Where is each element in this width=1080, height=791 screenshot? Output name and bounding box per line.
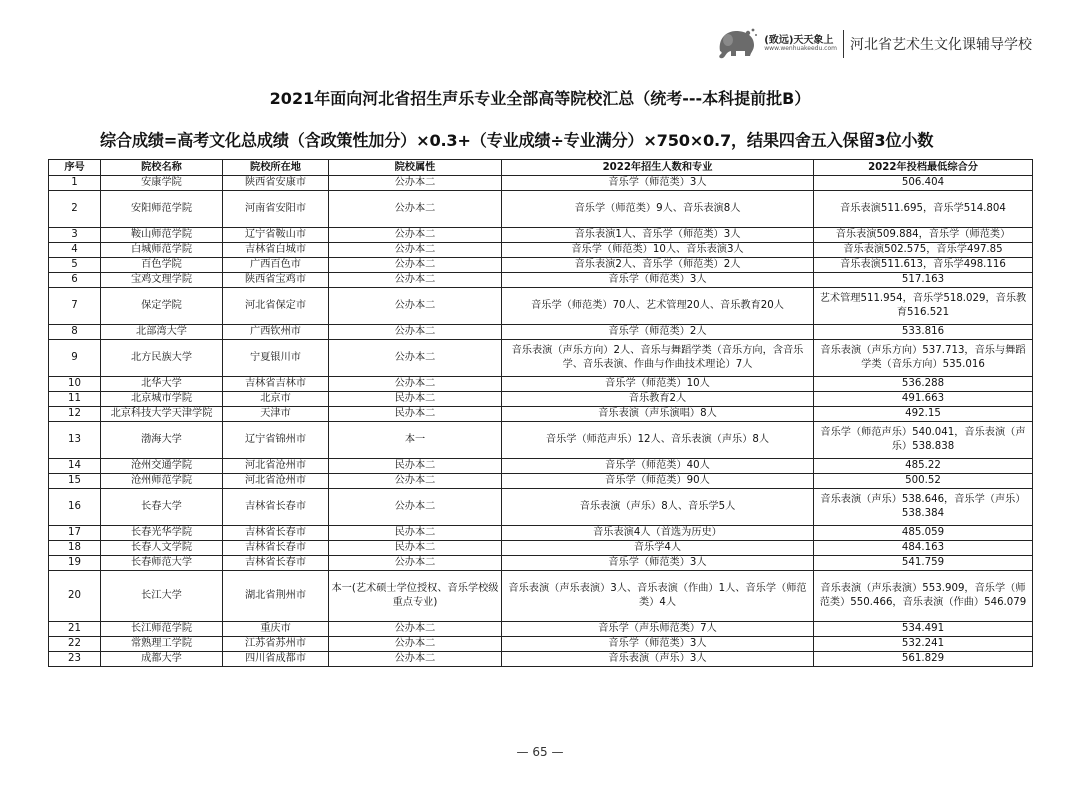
table-row (49, 258, 1033, 273)
college-attribute-cell: 公办本二 (329, 325, 502, 340)
row-no-cell: 14 (49, 459, 101, 474)
college-attribute-cell: 民办本二 (329, 526, 502, 541)
college-attribute-cell: 民办本二 (329, 392, 502, 407)
table-row (49, 273, 1033, 288)
row-no-cell: 22 (49, 637, 101, 652)
min-score-cell: 541.759 (814, 556, 1033, 571)
college-location-cell: 湖北省荆州市 (223, 571, 329, 622)
college-name-cell: 安康学院 (101, 176, 223, 191)
college-name-cell: 北京科技大学天津学院 (101, 407, 223, 422)
college-attribute-cell: 公办本二 (329, 340, 502, 377)
table-body (49, 176, 1033, 667)
table-row (49, 191, 1033, 228)
enrollment-plan-cell: 音乐学4人 (502, 541, 814, 556)
college-name-cell: 保定学院 (101, 288, 223, 325)
table-row (49, 228, 1033, 243)
row-no-cell: 4 (49, 243, 101, 258)
row-no-cell: 2 (49, 191, 101, 228)
min-score-cell: 音乐表演509.884，音乐学（师范类） (814, 228, 1033, 243)
min-score-cell: 506.404 (814, 176, 1033, 191)
enrollment-plan-cell: 音乐表演（声乐表演）3人、音乐表演（作曲）1人、音乐学（师范类）4人 (502, 571, 814, 622)
table-row (49, 407, 1033, 422)
table-row (49, 377, 1033, 392)
college-attribute-cell: 公办本二 (329, 288, 502, 325)
min-score-cell: 音乐表演（声乐）538.646，音乐学（声乐）538.384 (814, 489, 1033, 526)
enrollment-plan-cell: 音乐学（声乐师范类）7人 (502, 622, 814, 637)
row-no-cell: 10 (49, 377, 101, 392)
college-attribute-cell: 公办本二 (329, 377, 502, 392)
row-no-cell: 20 (49, 571, 101, 622)
enrollment-plan-cell: 音乐学（师范类）40人 (502, 459, 814, 474)
header-cell-plan: 2022年招生人数和专业 (502, 160, 814, 176)
table-row (49, 474, 1033, 489)
min-score-cell: 491.663 (814, 392, 1033, 407)
college-name-cell: 安阳师范学院 (101, 191, 223, 228)
college-location-cell: 天津市 (223, 407, 329, 422)
college-attribute-cell: 公办本二 (329, 228, 502, 243)
page-title: 2021年面向河北省招生声乐专业全部高等院校汇总（统考---本科提前批B） (269, 89, 811, 108)
table-row (49, 288, 1033, 325)
enrollment-plan-cell: 音乐学（师范类）10人 (502, 377, 814, 392)
score-formula: 综合成绩=高考文化总成绩（含政策性加分）×0.3+（专业成绩÷专业满分）×750×0.7，结果四舍五入保留3位小数 (100, 131, 934, 150)
college-location-cell: 吉林省吉林市 (223, 377, 329, 392)
college-attribute-cell: 公办本二 (329, 622, 502, 637)
college-name-cell: 长春大学 (101, 489, 223, 526)
table-row (49, 526, 1033, 541)
college-name-cell: 长江大学 (101, 571, 223, 622)
college-location-cell: 陕西省宝鸡市 (223, 273, 329, 288)
college-location-cell: 广西百色市 (223, 258, 329, 273)
row-no-cell: 19 (49, 556, 101, 571)
min-score-cell: 音乐表演（声乐方向）537.713，音乐与舞蹈学类（音乐方向）535.016 (814, 340, 1033, 377)
college-attribute-cell: 本一 (329, 422, 502, 459)
college-attribute-cell: 公办本二 (329, 474, 502, 489)
table-row (49, 176, 1033, 191)
logo-main-text: (致远)天天象上 (764, 34, 834, 46)
college-name-cell: 长江师范学院 (101, 622, 223, 637)
college-location-cell: 河北省沧州市 (223, 459, 329, 474)
college-location-cell: 吉林省长春市 (223, 526, 329, 541)
table-header-row (49, 160, 1033, 176)
enrollment-plan-cell: 音乐学（师范类）70人、艺术管理20人、音乐教育20人 (502, 288, 814, 325)
table-row (49, 392, 1033, 407)
elephant-logo-icon (714, 25, 760, 63)
row-no-cell: 12 (49, 407, 101, 422)
row-no-cell: 13 (49, 422, 101, 459)
college-name-cell: 成都大学 (101, 652, 223, 667)
min-score-cell: 484.163 (814, 541, 1033, 556)
college-attribute-cell: 公办本二 (329, 652, 502, 667)
enrollment-plan-cell: 音乐学（师范类）9人、音乐表演8人 (502, 191, 814, 228)
min-score-cell: 音乐表演（声乐表演）553.909，音乐学（师范类）550.466，音乐表演（作曲）546.079 (814, 571, 1033, 622)
enrollment-plan-cell: 音乐学（师范类）3人 (502, 273, 814, 288)
college-attribute-cell: 公办本二 (329, 637, 502, 652)
row-no-cell: 7 (49, 288, 101, 325)
min-score-cell: 532.241 (814, 637, 1033, 652)
table-row (49, 422, 1033, 459)
min-score-cell: 492.15 (814, 407, 1033, 422)
min-score-cell: 音乐表演511.695，音乐学514.804 (814, 191, 1033, 228)
college-name-cell: 沧州交通学院 (101, 459, 223, 474)
college-location-cell: 河南省安阳市 (223, 191, 329, 228)
college-location-cell: 江苏省苏州市 (223, 637, 329, 652)
college-name-cell: 北京城市学院 (101, 392, 223, 407)
header-brand (714, 22, 1032, 66)
table-row (49, 489, 1033, 526)
college-name-cell: 北方民族大学 (101, 340, 223, 377)
min-score-cell: 485.22 (814, 459, 1033, 474)
colleges-table-wrap (48, 159, 1032, 667)
college-location-cell: 北京市 (223, 392, 329, 407)
college-name-cell: 长春师范大学 (101, 556, 223, 571)
row-no-cell: 9 (49, 340, 101, 377)
row-no-cell: 18 (49, 541, 101, 556)
header-cell-location: 院校所在地 (223, 160, 329, 176)
table-row (49, 340, 1033, 377)
brand-divider (843, 30, 844, 58)
college-attribute-cell: 民办本二 (329, 459, 502, 474)
college-attribute-cell: 民办本二 (329, 407, 502, 422)
enrollment-plan-cell: 音乐表演（声乐）8人、音乐学5人 (502, 489, 814, 526)
min-score-cell: 533.816 (814, 325, 1033, 340)
enrollment-plan-cell: 音乐学（师范类）2人 (502, 325, 814, 340)
college-attribute-cell: 本一(艺术硕士学位授权、音乐学校级重点专业) (329, 571, 502, 622)
min-score-cell: 音乐表演502.575，音乐学497.85 (814, 243, 1033, 258)
college-attribute-cell: 公办本二 (329, 556, 502, 571)
enrollment-plan-cell: 音乐表演（声乐演唱）8人 (502, 407, 814, 422)
college-location-cell: 四川省成都市 (223, 652, 329, 667)
row-no-cell: 21 (49, 622, 101, 637)
college-attribute-cell: 民办本二 (329, 541, 502, 556)
enrollment-plan-cell: 音乐学（师范类）3人 (502, 176, 814, 191)
min-score-cell: 534.491 (814, 622, 1033, 637)
table-row (49, 571, 1033, 622)
college-location-cell: 陕西省安康市 (223, 176, 329, 191)
enrollment-plan-cell: 音乐表演1人、音乐学（师范类）3人 (502, 228, 814, 243)
table-row (49, 637, 1033, 652)
college-attribute-cell: 公办本二 (329, 176, 502, 191)
header-cell-name: 院校名称 (101, 160, 223, 176)
row-no-cell: 15 (49, 474, 101, 489)
college-name-cell: 北部湾大学 (101, 325, 223, 340)
row-no-cell: 5 (49, 258, 101, 273)
college-attribute-cell: 公办本二 (329, 258, 502, 273)
college-location-cell: 吉林省长春市 (223, 489, 329, 526)
college-name-cell: 白城师范学院 (101, 243, 223, 258)
table-row (49, 622, 1033, 637)
min-score-cell: 485.059 (814, 526, 1033, 541)
table-row (49, 459, 1033, 474)
row-no-cell: 8 (49, 325, 101, 340)
header-cell-score: 2022年投档最低综合分 (814, 160, 1033, 176)
school-logo (714, 25, 837, 63)
row-no-cell: 6 (49, 273, 101, 288)
enrollment-plan-cell: 音乐学（师范类）3人 (502, 556, 814, 571)
college-name-cell: 宝鸡文理学院 (101, 273, 223, 288)
college-attribute-cell: 公办本二 (329, 273, 502, 288)
enrollment-plan-cell: 音乐学（师范类）10人、音乐表演3人 (502, 243, 814, 258)
college-name-cell: 北华大学 (101, 377, 223, 392)
college-location-cell: 广西钦州市 (223, 325, 329, 340)
college-attribute-cell: 公办本二 (329, 489, 502, 526)
enrollment-plan-cell: 音乐表演2人、音乐学（师范类）2人 (502, 258, 814, 273)
page-number: — 65 — (516, 745, 564, 759)
min-score-cell: 音乐学（师范声乐）540.041，音乐表演（声乐）538.838 (814, 422, 1033, 459)
college-location-cell: 辽宁省锦州市 (223, 422, 329, 459)
enrollment-plan-cell: 音乐学（师范类）3人 (502, 637, 814, 652)
row-no-cell: 11 (49, 392, 101, 407)
row-no-cell: 16 (49, 489, 101, 526)
min-score-cell: 517.163 (814, 273, 1033, 288)
enrollment-plan-cell: 音乐表演4人（首选为历史） (502, 526, 814, 541)
min-score-cell: 536.288 (814, 377, 1033, 392)
min-score-cell: 艺术管理511.954，音乐学518.029，音乐教育516.521 (814, 288, 1033, 325)
college-location-cell: 吉林省白城市 (223, 243, 329, 258)
table-row (49, 556, 1033, 571)
table-row (49, 652, 1033, 667)
enrollment-plan-cell: 音乐学（师范声乐）12人、音乐表演（声乐）8人 (502, 422, 814, 459)
row-no-cell: 3 (49, 228, 101, 243)
header-cell-attribute: 院校属性 (329, 160, 502, 176)
college-name-cell: 长春光华学院 (101, 526, 223, 541)
enrollment-plan-cell: 音乐教育2人 (502, 392, 814, 407)
enrollment-plan-cell: 音乐表演（声乐方向）2人、音乐与舞蹈学类（音乐方向，含音乐学、音乐表演、作曲与作曲技术理论）7人 (502, 340, 814, 377)
enrollment-plan-cell: 音乐学（师范类）90人 (502, 474, 814, 489)
college-location-cell: 辽宁省鞍山市 (223, 228, 329, 243)
college-location-cell: 河北省沧州市 (223, 474, 329, 489)
college-location-cell: 吉林省长春市 (223, 541, 329, 556)
college-name-cell: 百色学院 (101, 258, 223, 273)
min-score-cell: 500.52 (814, 474, 1033, 489)
college-name-cell: 长春人文学院 (101, 541, 223, 556)
table-row (49, 541, 1033, 556)
header-cell-no: 序号 (49, 160, 101, 176)
college-name-cell: 渤海大学 (101, 422, 223, 459)
table-row (49, 325, 1033, 340)
school-name: 河北省艺术生文化课辅导学校 (850, 37, 1032, 53)
logo-url-text: www.wenhuakeedu.com (764, 45, 837, 53)
row-no-cell: 17 (49, 526, 101, 541)
college-name-cell: 鞍山师范学院 (101, 228, 223, 243)
college-location-cell: 重庆市 (223, 622, 329, 637)
colleges-table (48, 159, 1033, 667)
college-location-cell: 宁夏银川市 (223, 340, 329, 377)
college-name-cell: 沧州师范学院 (101, 474, 223, 489)
college-location-cell: 河北省保定市 (223, 288, 329, 325)
college-attribute-cell: 公办本二 (329, 243, 502, 258)
min-score-cell: 音乐表演511.613，音乐学498.116 (814, 258, 1033, 273)
row-no-cell: 1 (49, 176, 101, 191)
table-row (49, 243, 1033, 258)
college-attribute-cell: 公办本二 (329, 191, 502, 228)
enrollment-plan-cell: 音乐表演（声乐）3人 (502, 652, 814, 667)
college-location-cell: 吉林省长春市 (223, 556, 329, 571)
min-score-cell: 561.829 (814, 652, 1033, 667)
row-no-cell: 23 (49, 652, 101, 667)
college-name-cell: 常熟理工学院 (101, 637, 223, 652)
